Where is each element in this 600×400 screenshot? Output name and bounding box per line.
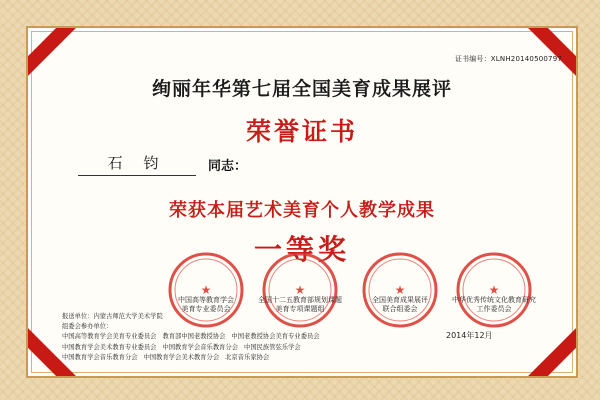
seal-2-caption: 全国十二五教育部规划课题 美育专项课题组 (258, 296, 342, 313)
seal-4-caption: 中华优秀传统文化教育研究 工作委员会 (452, 296, 536, 313)
footer-organizers (62, 312, 422, 363)
organizer-row: 中国高等教育学会美育专业委员会 教育部中国老教授协会 中国老教授协会美育专业委员会 (62, 333, 320, 341)
svg-text:★: ★ (200, 283, 212, 297)
seal-1-caption: 中国高等教育学会 美育专业委员会 (178, 296, 234, 313)
svg-text:★: ★ (394, 283, 406, 297)
certificate-body (26, 26, 578, 378)
achievement-text: 荣获本届艺术美育个人教学成果 (169, 200, 435, 221)
issue-date: 2014年12月 (446, 331, 493, 340)
certificate-number: 证书编号：XLNH20140500797 (454, 55, 562, 63)
submitted-by: 报送单位：内蒙古师范大学美术学院 (62, 313, 163, 320)
recipient-suffix: 同志： (208, 159, 248, 174)
certificate-title: 荣誉证书 (245, 117, 358, 146)
recipient-name: 石 钧 (78, 152, 196, 176)
organizer-row: 中国教育学会美术教育专业委员会 中国教育学会音乐教育分会 中国民族管弦乐学会 (62, 343, 301, 351)
svg-text:★: ★ (488, 283, 500, 297)
organizer-row: 中国教育学会音乐教育分会 中国教育学会美术教育分会 北京音乐家协会 (62, 353, 270, 361)
svg-text:★: ★ (294, 283, 306, 297)
seal-3-caption: 全国美育成果展评 联合组委会 (372, 296, 428, 313)
event-title: 绚丽年华第七届全国美育成果展评 (151, 78, 452, 100)
participants-label: 组委会参办单位： (62, 323, 113, 331)
seal-4 (458, 254, 530, 326)
prize-level: 一等奖 (253, 233, 350, 266)
